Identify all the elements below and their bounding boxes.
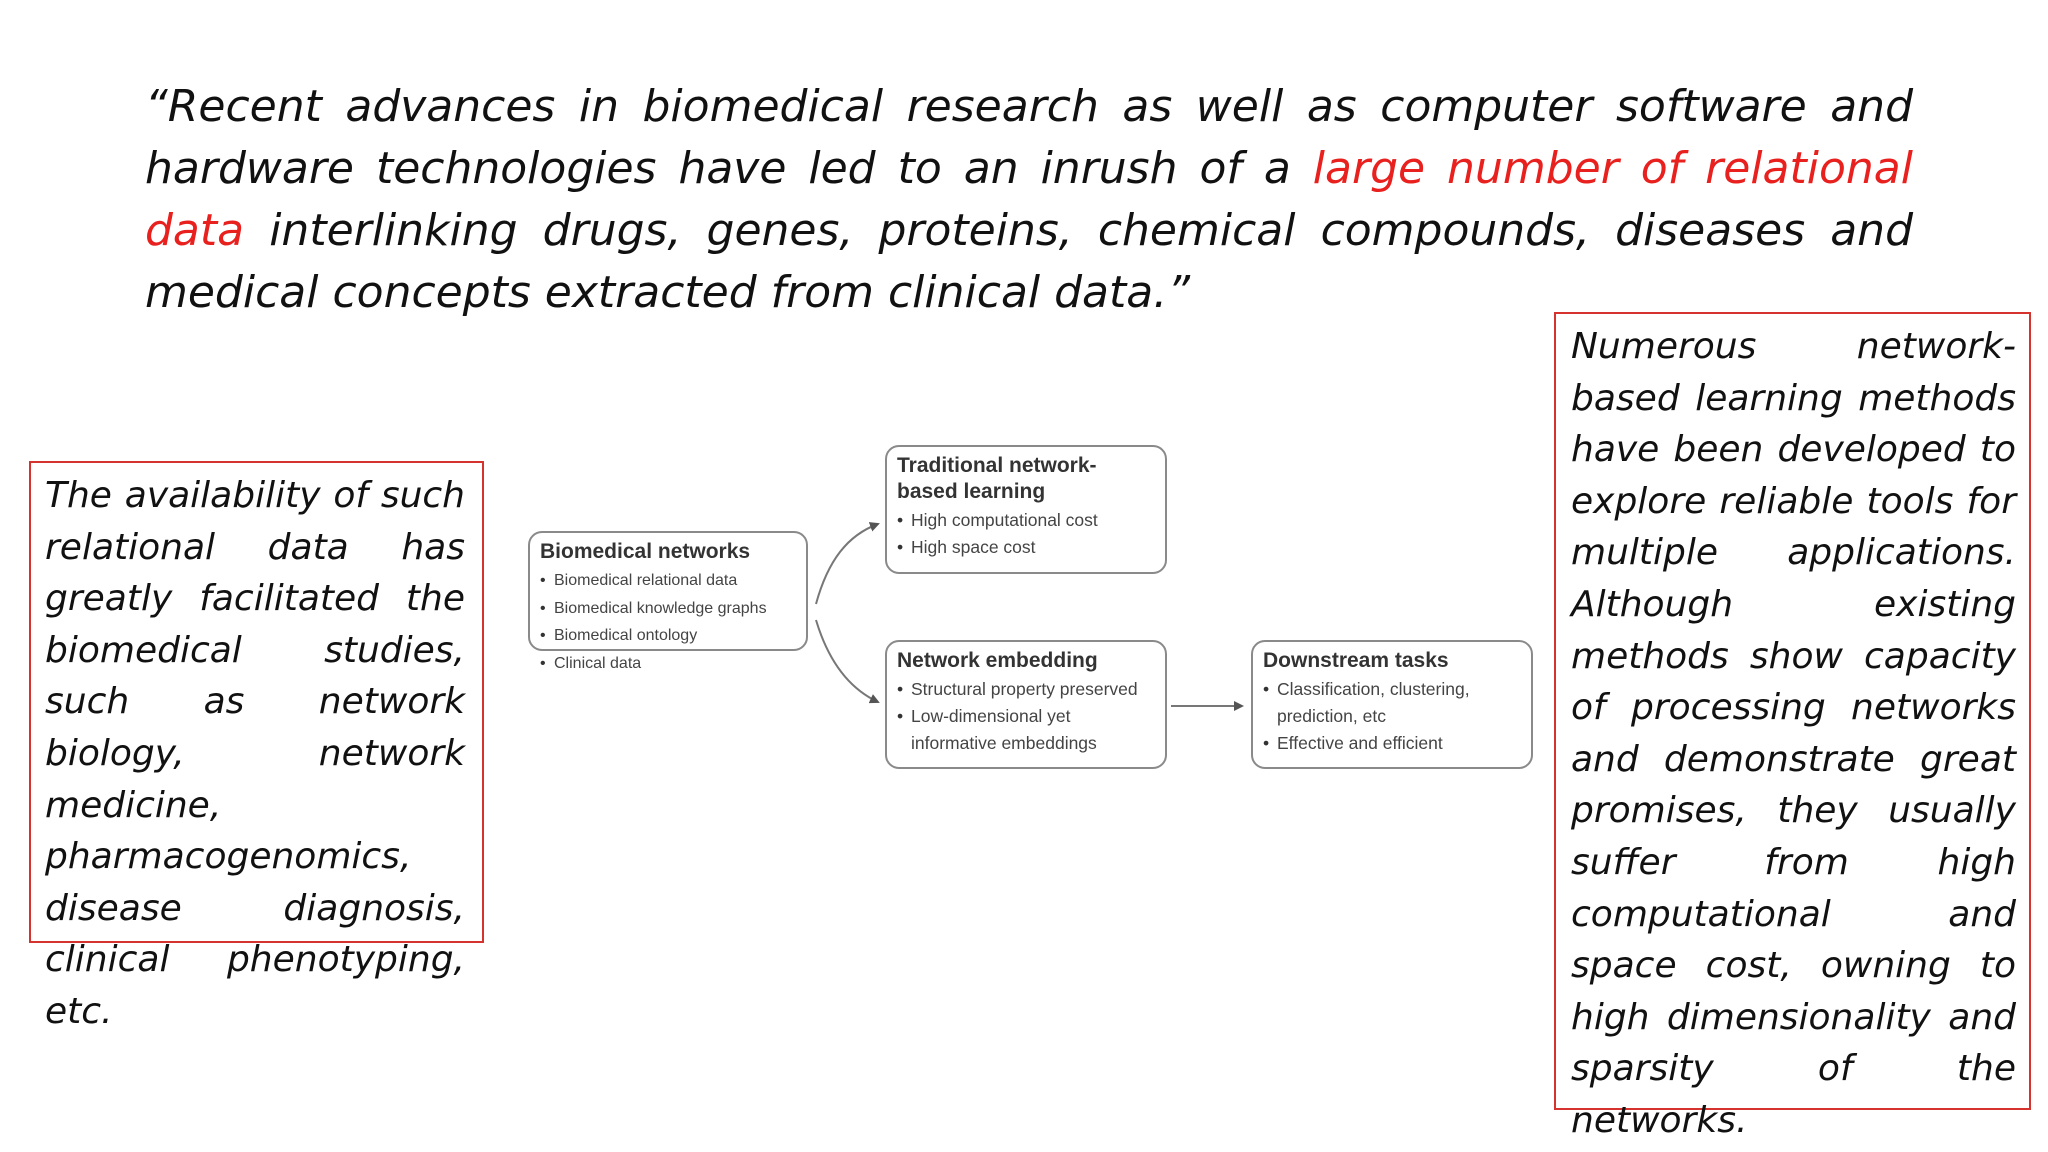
list-item: • Classification, clustering, prediction, etc	[1263, 676, 1521, 730]
list-item: • Biomedical ontology	[540, 622, 796, 650]
list-item: • Clinical data	[540, 650, 796, 678]
list-item: • High computational cost	[897, 507, 1155, 534]
list-item: • Biomedical relational data	[540, 567, 796, 595]
biomedical-networks-title: Biomedical networks	[540, 540, 751, 563]
quote-highlight: large number of relational data	[145, 143, 1913, 256]
network-embedding-list	[897, 676, 1155, 757]
downstream-tasks-title: Downstream tasks	[1263, 649, 1449, 672]
biomedical-networks-box	[528, 531, 808, 672]
biomedical-networks-list	[540, 567, 796, 677]
network-embedding-box	[885, 640, 1167, 769]
list-item: • High space cost	[897, 534, 1155, 561]
downstream-tasks-list	[1263, 676, 1521, 757]
quote-after: interlinking drugs, genes, proteins, chemical compounds, diseases and medical concepts extracted from clinical data.”	[145, 205, 1913, 318]
traditional-learning-list	[897, 507, 1155, 561]
left-note-text: The availability of such relational data has greatly facilitated the biomedical studies, such as network biology, network medicine, pharmacogenomics, disease diagnosis, clinical phenotyping, etc.	[45, 475, 465, 1032]
list-item: • Low-dimensional yet informative embeddings	[897, 703, 1155, 757]
list-item: • Structural property preserved	[897, 676, 1155, 703]
list-item: • Biomedical knowledge graphs	[540, 595, 796, 623]
arrow-to-embedding	[816, 620, 878, 702]
right-note-text: Numerous network-based learning methods have been developed to explore reliable tools for multiple applications. Although existing methods show capacity of processing networks and demonstrate great promises, they usually suffer from high computational and space cost, owning to high dimensionality and sparsity of the networks.	[1571, 326, 2016, 1141]
arrow-to-traditional	[816, 524, 878, 604]
flow-diagram	[528, 440, 1538, 770]
quote-before: “Recent advances in biomedical research as well as computer software and hardware technologies have led to an inrush of a	[145, 81, 1913, 194]
quote-text	[145, 76, 1913, 324]
list-item: • Effective and efficient	[1263, 730, 1521, 757]
network-embedding-title: Network embedding	[897, 649, 1098, 672]
downstream-tasks-box	[1251, 640, 1533, 769]
traditional-learning-title: Traditional network-based learning	[897, 454, 1097, 503]
traditional-learning-box	[885, 445, 1167, 574]
